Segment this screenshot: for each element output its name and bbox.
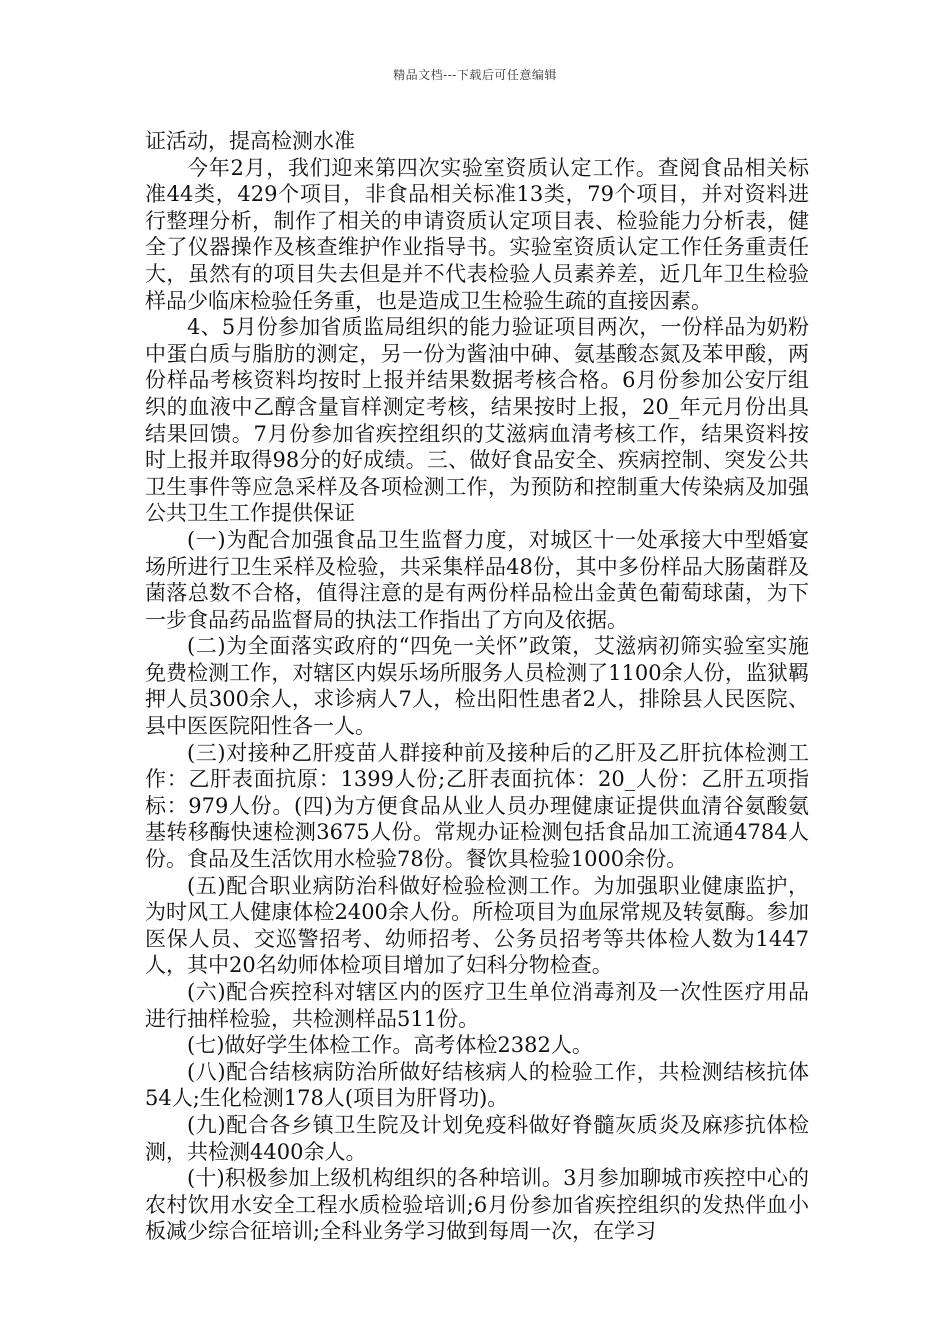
paragraph-3: 4、5月份参加省质监局组织的能力验证项目两次，一份样品为奶粉中蛋白质与脂肪的测定，另一份为酱油中砷、氨基酸态氮及苯甲酸，两份样品考核资料均按时上报并结果数据考核合格。6月份参加公安厅组织的血液中乙醇含量盲样测定考核，结果按时上报，20_年元月份出具结果回馈。7月份参加省疾控组织的艾滋病血清考核工作，结果资料按时上报并取得98分的好成绩。三、做好食品安全、疾病控制、突发公共卫生事件等应急采样及各项检测工作，为预防和控制重大传染病及加强公共卫生工作提供保证	[145, 315, 809, 526]
page-header: 精品文档---下载后可任意编辑	[393, 68, 557, 82]
paragraph-2: 今年2月，我们迎来第四次实验室资质认定工作。查阅食品相关标准44类，429个项目，非食品相关标准13类，79个项目，并对资料进行整理分析，制作了相关的申请资质认定项目表、检验能力分析表，健全了仪器操作及核查维护作业指导书。实验室资质认定工作任务重责任大，虽然有的项目失去但是并不代表检验人员素养差，近几年卫生检验样品少临床检验任务重，也是造成卫生检验生疏的直接因素。	[145, 155, 809, 313]
paragraph-6: (三)对接种乙肝疫苗人群接种前及接种后的乙肝及乙肝抗体检测工作：乙肝表面抗原：1399人份;乙肝表面抗体：20_人份：乙肝五项指标：979人份。(四)为方便食品从业人员办理健康证提供血清谷氨酸氨基转移酶快速检测3675人份。常规办证检测包括食品加工流通4784人份。食品及生活饮用水检验78份。餐饮具检验1000余份。	[145, 740, 809, 872]
paragraph-9: (七)做好学生体检工作。高考体检2382人。	[187, 1033, 593, 1058]
paragraph-8: (六)配合疾控科对辖区内的医疗卫生单位消毒剂及一次性医疗用品进行抽样检验，共检测样品511份。	[145, 980, 809, 1031]
document-body	[145, 128, 809, 1245]
paragraph-12: (十)积极参加上级机构组织的各种培训。3月参加聊城市疾控中心的农村饮用水安全工程水质检验培训;6月份参加省疾控组织的发热伴血小板减少综合征培训;全科业务学习做到每周一次，在学习	[145, 1166, 809, 1244]
paragraph-1: 证活动，提高检测水准	[145, 129, 355, 153]
paragraph-5: (二)为全面落实政府的“四免一关怀”政策，艾滋病初筛实验室实施免费检测工作，对辖区内娱乐场所服务人员检测了1100余人份，监狱羁押人员300余人，求诊病人7人，检出阳性患者2人，排除县人民医院、县中医医院阳性各一人。	[145, 634, 809, 739]
paragraph-11: (九)配合各乡镇卫生院及计划免疫科做好脊髓灰质炎及麻疹抗体检测，共检测4400余人。	[145, 1112, 809, 1164]
paragraph-7: (五)配合职业病防治科做好检验检测工作。为加强职业健康监护，为时风工人健康体检2400余人份。所检项目为血尿常规及转氨酶。参加医保人员、交巡警招考、幼师招考、公务员招考等共体检人数为1447人，其中20名幼师体检项目增加了妇科分物检查。	[145, 873, 809, 978]
paragraph-10: (八)配合结核病防治所做好结核病人的检验工作，共检测结核抗体54人;生化检测178人(项目为肝肾功)。	[145, 1059, 809, 1111]
paragraph-4: (一)为配合加强食品卫生监督力度，对城区十一处承接大中型婚宴场所进行卫生采样及检验，共采集样品48份，其中多份样品大肠菌群及菌落总数不合格，值得注意的是有两份样品检出金黄色葡萄球菌，为下一步食品药品监督局的执法工作指出了方向及依据。	[145, 527, 809, 632]
